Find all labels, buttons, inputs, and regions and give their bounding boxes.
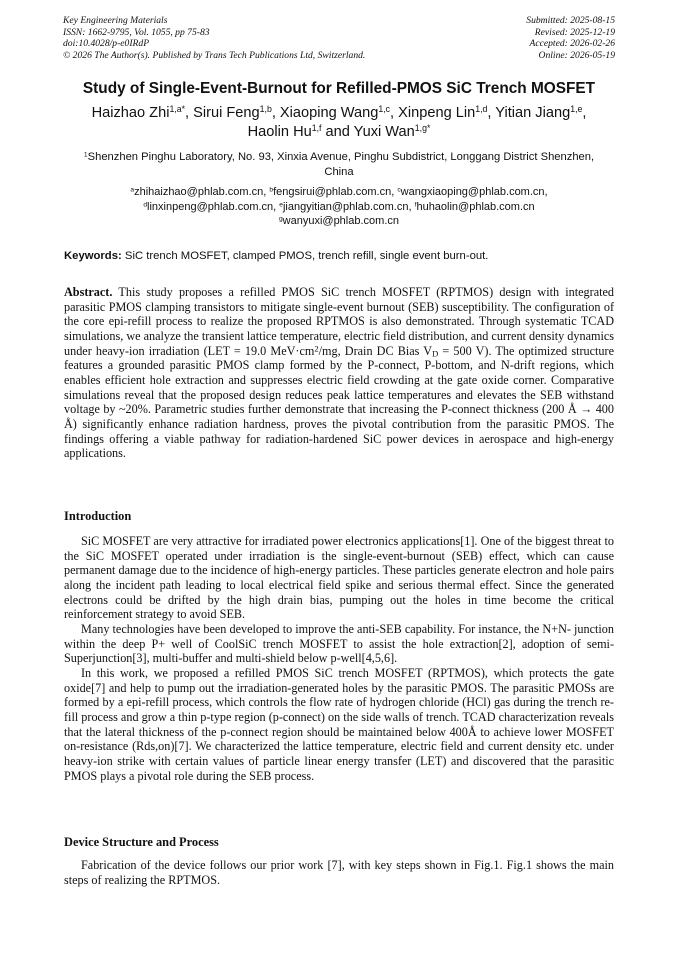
email-sup: b [269,186,274,194]
abstract-label: Abstract. [64,285,113,299]
email-link[interactable]: wangxiaoping@phlab.com.cn [400,186,545,198]
author-name: Xinpeng Lin [398,105,476,121]
email-sup: a [130,186,135,194]
author-affil-sup: 1,d [475,104,488,115]
keywords-label: Keywords: [64,250,122,262]
email-sup: g [278,215,283,223]
author-affil-sup: 1,e [570,104,583,115]
device-body [64,858,614,887]
author-name: Yitian Jiang [495,105,571,121]
author-name: Yuxi Wan [353,124,415,140]
author-name: Sirui Feng [193,105,260,121]
abstract-text: = 500 V). The optimized structure features a grounded parasitic PMOS clamp formed by the P-connect, P-bottom, and N-drift regions, which enables efficient hole extraction and suppresses electric field crowding at the gate oxide corner. Comparative simulations reveal that the proposed design reduces peak lattice temperatures and elevates the SEB withstand voltage by ~20%. Parametric studies further demonstrate that increasing the P-connect thickness (200 Å → 400 Å) significantly enhance radiation hardness, proves the pivotal contribution from the parasitic PMOS. The findings offering a viable pathway for radiation-hardened SiC power devices in aerospace and high-energy applications. [64,343,614,461]
author-affil-sup: 1,f [311,123,322,134]
journal-header-right [526,15,615,61]
author-name: Xiaoping Wang [279,105,379,121]
copyright-line: © 2026 The Author(s). Published by Trans Tech Publications Ltd, Switzerland. [63,49,366,61]
doi-line: doi:10.4028/p-e0IRdP [63,38,150,50]
abstract-sub: D [432,348,439,359]
issn-line: ISSN: 1662-9795, Vol. 1055, pp 75-83 [63,26,210,38]
email-link[interactable]: wanyuxi@phlab.com.cn [282,215,399,228]
revised-date: Revised: 2025-12-19 [534,26,615,38]
introduction-body [64,534,614,783]
author-name: Haolin Hu [247,124,312,140]
author-affil-sup: 1,g* [414,123,431,134]
affiliation-text: Shenzhen Pinghu Laboratory, No. 93, Xinxia Avenue, Pinghu Subdistrict, Longgang District Shenzhen, China [87,151,595,178]
email-list: $^a$zhihaizhao@phlab.com.cn, $^b$fengsirui@phlab.com.cn, $^c$wangxiaoping@phlab.com.cn, $^d$linxinpeng@phlab.com.cn, $^e$jiangyitian@phlab.com.cn, $^f$huhaolin@phlab.com.cn $^g$wanyuxi@phlab.com.cn [130,186,548,228]
author-list: Haizhao Zhi$^{1,a*}$, Sirui Feng$^{1,b}$, Xiaoping Wang$^{1,c}$, Xinpeng Lin$^{1,d}$, Yitian Jiang$^{1,e}$, Haolin Hu$^{1,f}$ and Yuxi Wan$^{1,g*}$ [91,104,587,140]
section-heading-introduction: Introduction [64,509,132,523]
abstract-text: /mg, Drain DC Bias V [318,343,433,358]
affiliation-sup: 1 [83,151,88,159]
abstract [64,285,614,461]
author-name: Haizhao Zhi [91,105,170,121]
keywords-text: SiC trench MOSFET, clamped PMOS, trench refill, single event burn-out. [124,250,489,262]
submitted-date: Submitted: 2025-08-15 [526,15,615,26]
email-link[interactable]: fengsirui@phlab.com.cn [273,186,392,198]
email-link[interactable]: zhihaizhao@phlab.com.cn [134,186,264,198]
author-affil-sup: 1,a* [169,104,186,115]
abstract-sup: 2 [314,343,319,354]
author-affil-sup: 1,c [378,104,391,115]
keywords [64,249,614,263]
paragraph: SiC MOSFET are very attractive for irradiated power electronics applications[1]. One of the biggest threat to the SiC MOSFET operated under irradiation is the single-event-burnout (SEB) effect, which can cause permanent damage due to the incidence of high-energy particles. These particles generate electron and hole pairs along the incident path leading to local electrical field spike and serious thermal effect. Since the generated electrons could be drifted by the high drain bias, pumping out the holes in time become the critical reinforcement strategy to avoid SEB. [64,534,614,622]
paragraph: Fabrication of the device follows our prior work [7], with key steps shown in Fig.1. Fig.1 shows the main steps of realizing the RPTMOS. [64,858,614,887]
email-link[interactable]: jiangyitian@phlab.com.cn [282,200,409,213]
email-link[interactable]: huhaolin@phlab.com.cn [416,200,535,213]
email-sup: d [143,200,148,208]
email-link[interactable]: linxinpeng@phlab.com.cn [147,200,274,213]
section-heading-device: Device Structure and Process [64,835,219,849]
email-sup: e [279,200,283,208]
paragraph: Many technologies have been developed to improve the anti-SEB capability. For instance, the N+N- junction within the deep P+ well of CoolSiC trench MOSFET to assist the hole extraction[2], adoption of semi-Superjunction[3], multi-buffer and multi-shield below p-well[4,5,6]. [64,621,614,666]
accepted-date: Accepted: 2026-02-26 [529,38,615,50]
journal-name: Key Engineering Materials [63,15,168,26]
email-sup: c [397,186,401,194]
author-affil-sup: 1,b [259,104,272,115]
email-sup: f [414,200,417,208]
affiliation [70,150,608,180]
online-date: Online: 2026-05-19 [538,49,615,61]
abstract-text: This study proposes a refilled PMOS SiC trench MOSFET (RPTMOS) design with integrated parasitic PMOS clamping transistors to mitigate single-event burnout (SEB) susceptibility. The configuration of the core epi-refill process to realize the proposed RPTMOS is also demonstrated. Through systematic TCAD simulations, we analyze the transient lattice temperature, electric field distribution, and current density dynamics under heavy-ion irradiation (LET = 19.0 MeV·cm [64,285,615,358]
paragraph: In this work, we proposed a refilled PMOS SiC trench MOSFET (RPTMOS), which protects the gate oxide[7] and help to pump out the irradiation-generated holes by the parasitic PMOS. The parasitic PMOSs are formed by a epi-refill process, which controls the flow rate of hydrogen chloride (HCl) gas during the trench re-fill process and grow a thin p-type region (p-connect) on the side walls of trench. TCAD characterization reveals that the lateral thickness of the p-connect region should be maintained below 400Å to achieve lower MOSFET on-resistance (Rds,on)[7]. We characterized the lattice temperature, electric field and current density etc. under heavy-ion strike with certain values of particle linear energy transfer (LET) and discovered that the parasitic PMOS plays a pivotal role during the SEB process. [64,665,614,783]
journal-header-left [63,15,365,61]
paper-title: Study of Single-Event-Burnout for Refilled-PMOS SiC Trench MOSFET [82,80,596,97]
